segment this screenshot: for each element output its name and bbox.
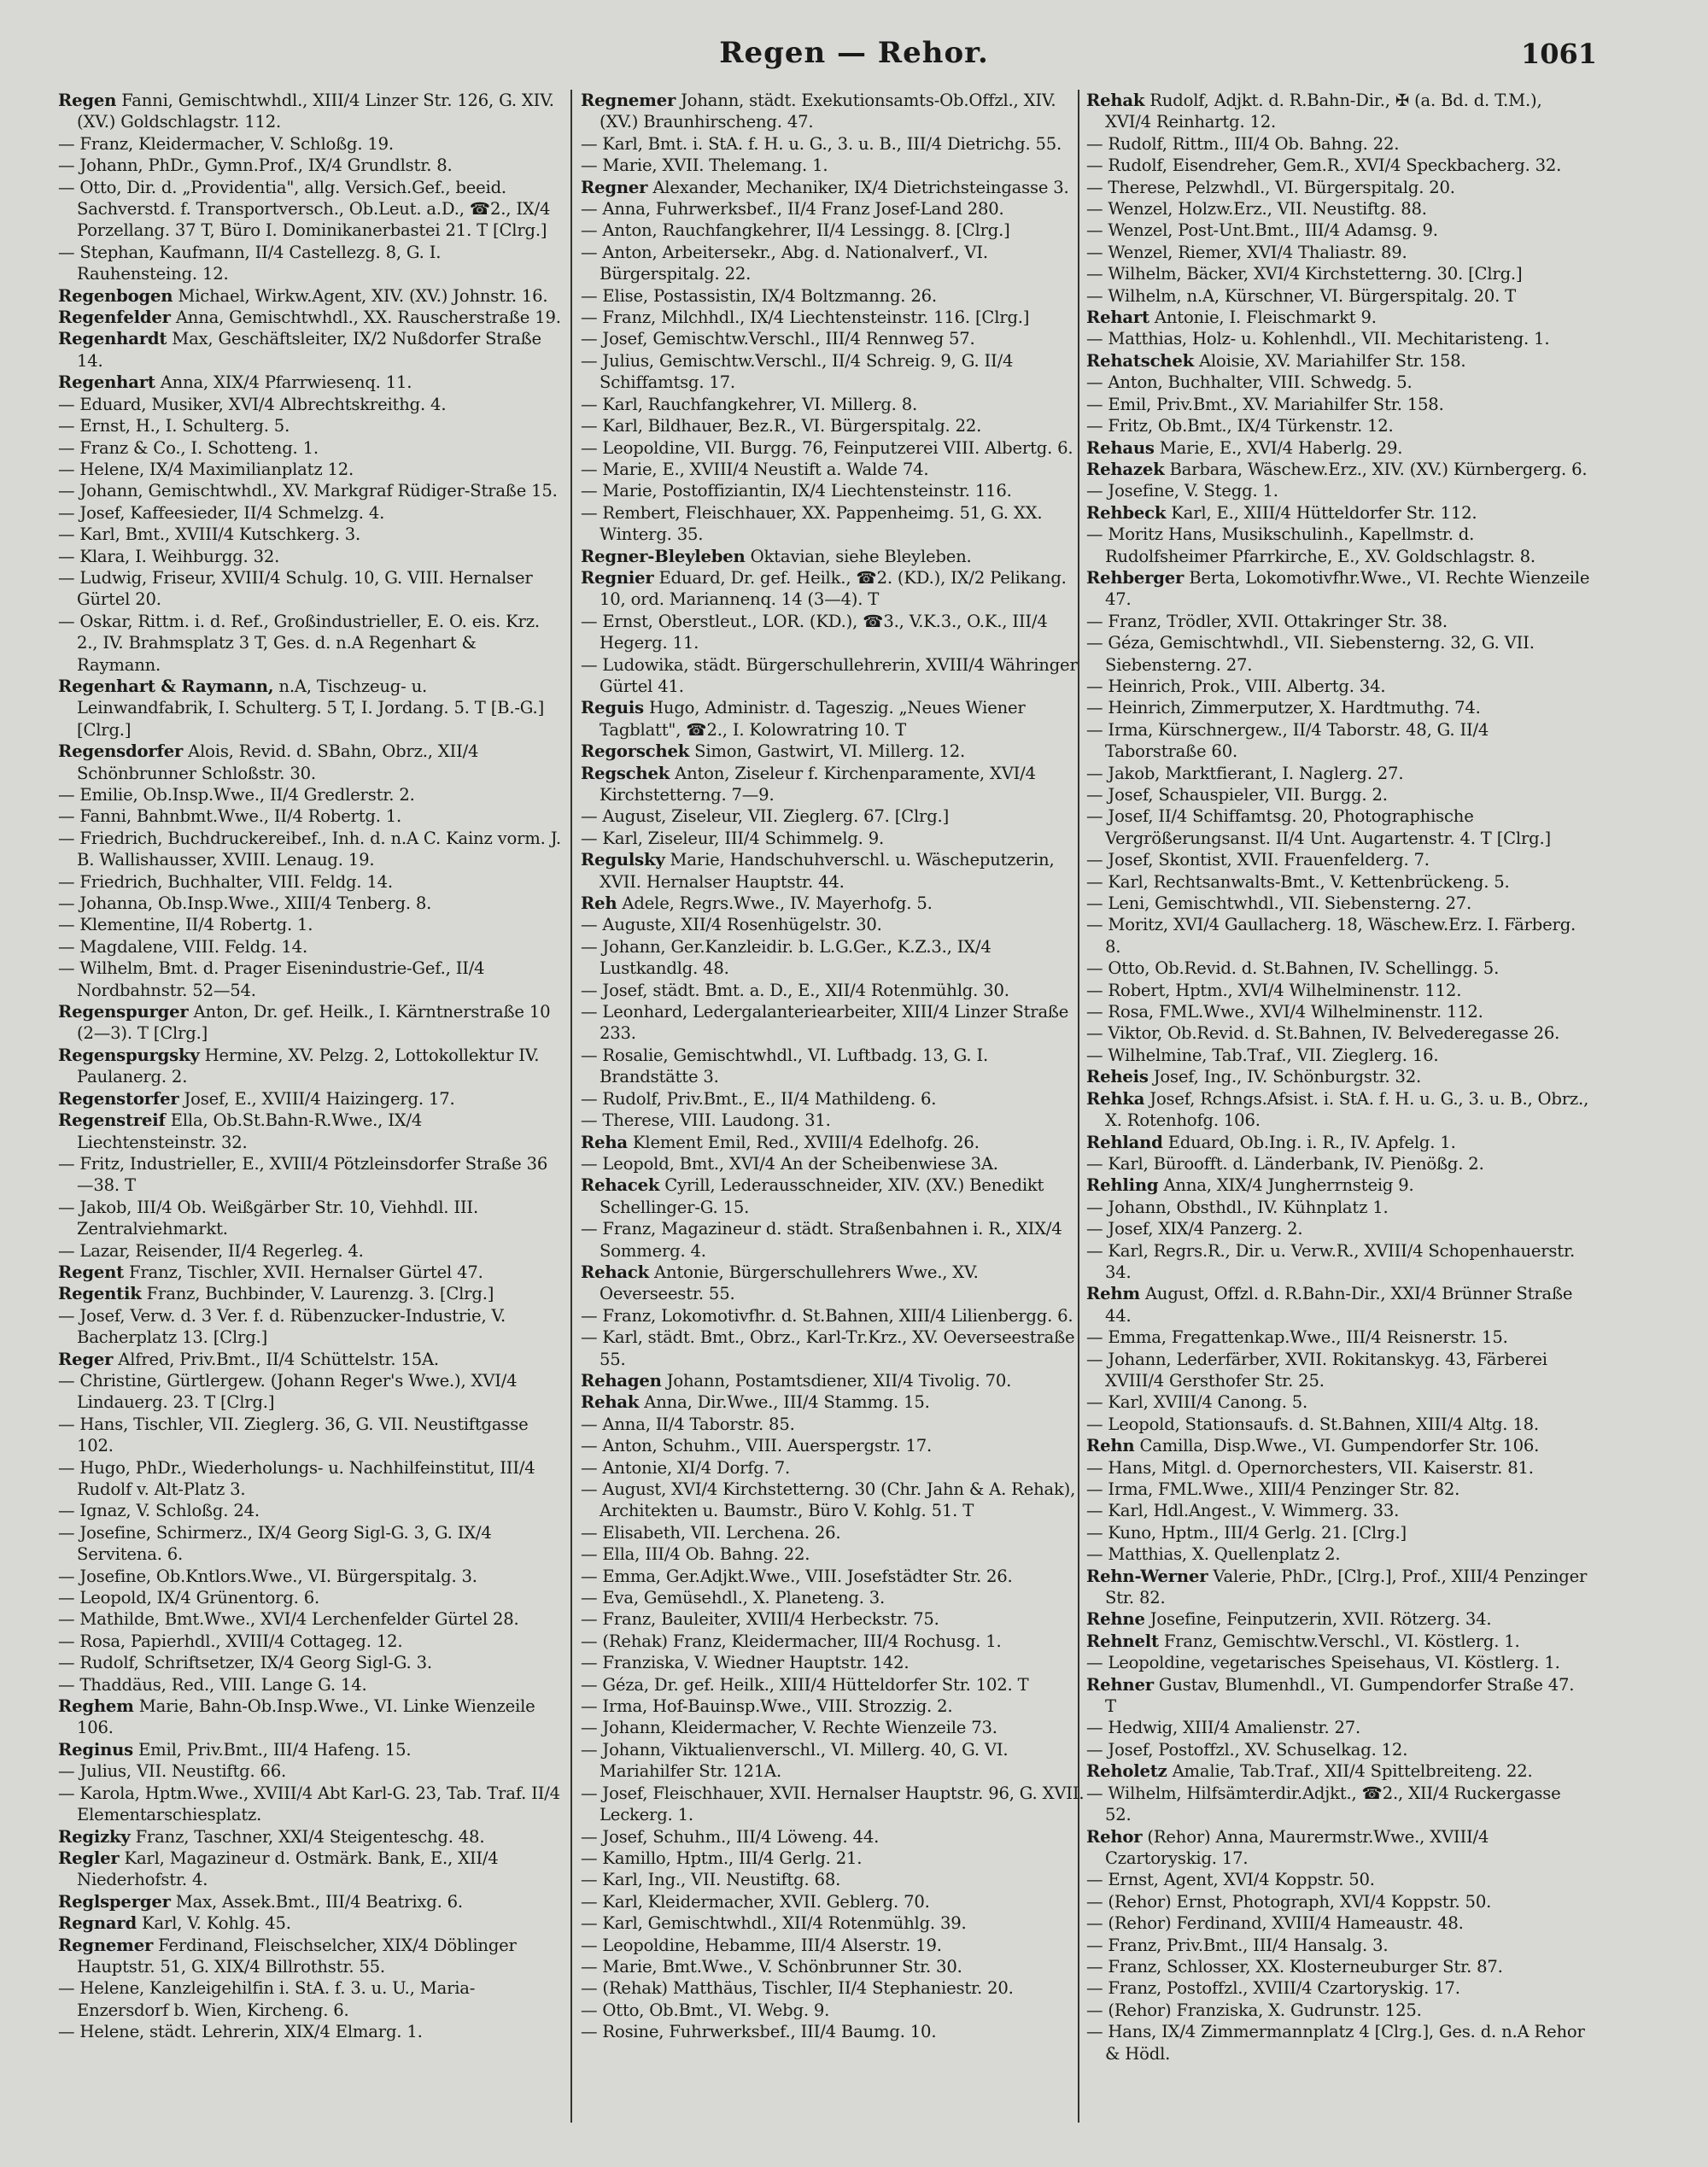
directory-entry: Rehart Antonie, I. Fleischmarkt 9. bbox=[1086, 307, 1377, 328]
directory-entry: — Karl, Rechtsanwalts-Bmt., V. Kettenbrückeng. 5. bbox=[1086, 871, 1510, 892]
directory-entry: Regner Alexander, Mechaniker, IX/4 Dietrichsteingasse 3. bbox=[581, 177, 1069, 197]
directory-entry: — Josef, Skontist, XVII. Frauenfelderg. 7. bbox=[1086, 850, 1430, 870]
directory-entry: — Otto, Ob.Revid. d. St.Bahnen, IV. Schellingg. 5. bbox=[1086, 958, 1500, 979]
directory-entry: — Karola, Hptm.Wwe., XVIII/4 Abt Karl-G. 23, Tab. Traf. II/4 Elementarschiesplatz. bbox=[58, 1783, 560, 1825]
directory-entry: — Otto, Dir. d. „Providentia", allg. Versich.Gef., beeid. Sachverstd. f. Transportversch., Ob.Leut. a.D., ☎2., IX/4 Porzellang. 37 T, Büro I. Dominikanerbastei 21. T [Clrg.] bbox=[58, 177, 551, 241]
directory-entry: — Irma, FML.Wwe., XIII/4 Penzinger Str. 82. bbox=[1086, 1479, 1460, 1499]
directory-entry: — Marie, E., XVIII/4 Neustift a. Walde 74. bbox=[581, 459, 929, 479]
directory-entry: — Heinrich, Zimmerputzer, X. Hardtmuthg. 74. bbox=[1086, 698, 1481, 718]
directory-entry: — Viktor, Ob.Revid. d. St.Bahnen, IV. Belvederegasse 26. bbox=[1086, 1023, 1560, 1044]
directory-entry: — Karl, Rauchfangkehrer, VI. Millerg. 8. bbox=[581, 394, 918, 414]
directory-entry: — (Rehak) Franz, Kleidermacher, III/4 Rochusg. 1. bbox=[581, 1631, 1002, 1651]
directory-entry: — Wenzel, Holzw.Erz., VII. Neustiftg. 88. bbox=[1086, 199, 1427, 220]
directory-entry: — Karl, Ziseleur, III/4 Schimmelg. 9. bbox=[581, 828, 885, 848]
directory-entry: — Matthias, X. Quellenplatz 2. bbox=[1086, 1544, 1341, 1565]
directory-entry: — Hugo, PhDr., Wiederholungs- u. Nachhilfeinstitut, III/4 Rudolf v. Alt-Platz 3. bbox=[58, 1457, 535, 1499]
directory-column-1 bbox=[58, 90, 562, 2043]
directory-entry: — Hans, IX/4 Zimmermannplatz 4 [Clrg.], Ges. d. n.A Rehor & Hödl. bbox=[1086, 2022, 1585, 2064]
directory-entry: Regnier Eduard, Dr. gef. Heilk., ☎2. (KD.), IX/2 Pelikang. 10, ord. Mariannenq. 14 (3—4). T bbox=[581, 567, 1067, 610]
directory-entry: — Johanna, Ob.Insp.Wwe., XIII/4 Tenberg. 8. bbox=[58, 893, 432, 914]
directory-entry: — (Rehor) Franziska, X. Gudrunstr. 125. bbox=[1086, 2000, 1422, 2020]
directory-entry: — Hedwig, XIII/4 Amalienstr. 27. bbox=[1086, 1718, 1361, 1738]
directory-entry: — Josefine, Schirmerz., IX/4 Georg Sigl-G. 3, G. IX/4 Servitena. 6. bbox=[58, 1522, 492, 1565]
directory-entry: Rehbeck Karl, E., XIII/4 Hütteldorfer Str. 112. bbox=[1086, 502, 1477, 523]
directory-entry: — Lazar, Reisender, II/4 Regerleg. 4. bbox=[58, 1240, 364, 1261]
directory-entry: — Elisabeth, VII. Lerchena. 26. bbox=[581, 1522, 841, 1543]
directory-entry: — Otto, Ob.Bmt., VI. Webg. 9. bbox=[581, 2000, 830, 2020]
directory-entry: — Karl, Bildhauer, Bez.R., VI. Bürgerspitalg. 22. bbox=[581, 416, 982, 436]
directory-entry: — Leopold, Stationsaufs. d. St.Bahnen, XIII/4 Altg. 18. bbox=[1086, 1414, 1539, 1434]
directory-entry: — Leni, Gemischtwhdl., VII. Siebensterng. 27. bbox=[1086, 893, 1472, 914]
directory-entry: — Wenzel, Riemer, XVI/4 Thaliastr. 89. bbox=[1086, 242, 1407, 262]
directory-entry: Regorschek Simon, Gastwirt, VI. Millerg. 12. bbox=[581, 741, 965, 762]
directory-entry: Reger Alfred, Priv.Bmt., II/4 Schüttelstr. 15A. bbox=[58, 1349, 439, 1369]
directory-entry: — Klara, I. Weihburgg. 32. bbox=[58, 546, 280, 566]
directory-entry: — Johann, Gemischtwhdl., XV. Markgraf Rüdiger-Straße 15. bbox=[58, 481, 558, 501]
directory-entry: — Johann, Obsthdl., IV. Kühnplatz 1. bbox=[1086, 1197, 1389, 1217]
directory-entry: — Wilhelm, Bäcker, XVI/4 Kirchstetterng. 30. [Clrg.] bbox=[1086, 264, 1523, 284]
directory-entry: Rehling Anna, XIX/4 Jungherrnsteig 9. bbox=[1086, 1175, 1414, 1196]
directory-entry: — Franz, Magazineur d. städt. Straßenbahnen i. R., XIX/4 Sommerg. 4. bbox=[581, 1219, 1062, 1261]
directory-entry: Rehnelt Franz, Gemischtw.Verschl., VI. Köstlerg. 1. bbox=[1086, 1631, 1520, 1651]
directory-entry: Rehn Camilla, Disp.Wwe., VI. Gumpendorfer Str. 106. bbox=[1086, 1436, 1540, 1456]
directory-entry: — Leopoldine, Hebamme, III/4 Alserstr. 19. bbox=[581, 1935, 942, 1955]
directory-entry: — Karl, Gemischtwhdl., XII/4 Rotenmühlg. 39. bbox=[581, 1913, 967, 1934]
directory-entry: Regenspurgsky Hermine, XV. Pelzg. 2, Lottokollektur IV. Paulanerg. 2. bbox=[58, 1045, 540, 1087]
directory-entry: Rehm August, Offzl. d. R.Bahn-Dir., XXI/4 Brünner Straße 44. bbox=[1086, 1284, 1573, 1326]
directory-entry: — Géza, Dr. gef. Heilk., XIII/4 Hütteldorfer Str. 102. T bbox=[581, 1674, 1029, 1695]
directory-entry: Reh Adele, Regrs.Wwe., IV. Mayerhofg. 5. bbox=[581, 893, 933, 914]
directory-entry: — Josef, Fleischhauer, XVII. Hernalser Hauptstr. 96, G. XVII. Leckerg. 1. bbox=[581, 1783, 1085, 1825]
directory-entry: — Anton, Rauchfangkehrer, II/4 Lessingg. 8. [Clrg.] bbox=[581, 220, 1010, 241]
directory-entry: Reha Klement Emil, Red., XVIII/4 Edelhofg. 26. bbox=[581, 1132, 980, 1152]
directory-entry: — Josefine, Ob.Kntlors.Wwe., VI. Bürgerspitalg. 3. bbox=[58, 1566, 477, 1586]
directory-entry: — Franz, Postoffzl., XVIII/4 Czartoryskig. 17. bbox=[1086, 1978, 1460, 1999]
directory-entry: — Franz, Schlosser, XX. Klosterneuburger Str. 87. bbox=[1086, 1956, 1503, 1977]
directory-entry: — Hans, Tischler, VII. Zieglerg. 36, G. VII. Neustiftgasse 102. bbox=[58, 1414, 529, 1456]
directory-entry: — Matthias, Holz- u. Kohlenhdl., VII. Mechitaristeng. 1. bbox=[1086, 329, 1550, 349]
directory-entry: Regnemer Ferdinand, Fleischselcher, XIX/4 Döblinger Hauptstr. 51, G. XIX/4 Billrothstr. 55. bbox=[58, 1935, 517, 1977]
directory-entry: — Wenzel, Post-Unt.Bmt., III/4 Adamsg. 9. bbox=[1086, 220, 1438, 241]
directory-entry: — Johann, Ger.Kanzleidir. b. L.G.Ger., K.Z.3., IX/4 Lustkandlg. 48. bbox=[581, 936, 991, 979]
directory-entry: — Anton, Buchhalter, VIII. Schwedg. 5. bbox=[1086, 372, 1413, 393]
directory-entry: — Moritz Hans, Musikschulinh., Kapellmstr. d. Rudolfsheimer Pfarrkirche, E., XV. Goldschlagstr. 8. bbox=[1086, 524, 1535, 566]
directory-entry: — Rosa, Papierhdl., XVIII/4 Cottageg. 12. bbox=[58, 1631, 403, 1651]
directory-entry: Regenstorfer Josef, E., XVIII/4 Haizingerg. 17. bbox=[58, 1088, 455, 1109]
directory-entry: — Elise, Postassistin, IX/4 Boltzmanng. 26. bbox=[581, 285, 937, 306]
directory-entry: Regenhart Anna, XIX/4 Pfarrwiesenq. 11. bbox=[58, 372, 412, 393]
directory-entry: — Stephan, Kaufmann, II/4 Castellezg. 8, G. I. Rauhensteing. 12. bbox=[58, 242, 442, 284]
directory-entry: — Josef, städt. Bmt. a. D., E., XII/4 Rotenmühlg. 30. bbox=[581, 980, 1009, 1000]
directory-entry: — Josef, Gemischtw.Verschl., III/4 Rennweg 57. bbox=[581, 329, 975, 349]
directory-entry: — Karl, Hdl.Angest., V. Wimmerg. 33. bbox=[1086, 1501, 1400, 1521]
directory-entry: — August, XVI/4 Kirchstetterng. 30 (Chr. Jahn & A. Rehak), Architekten u. Baumstr., Büro V. Kohlg. 51. T bbox=[581, 1479, 1076, 1521]
directory-entry: Regenstreif Ella, Ob.St.Bahn-R.Wwe., IX/4 Liechtensteinstr. 32. bbox=[58, 1110, 423, 1152]
directory-entry: — Karl, Bmt. i. StA. f. H. u. G., 3. u. B., III/4 Dietrichg. 55. bbox=[581, 133, 1062, 154]
directory-entry: — Josef, Postoffzl., XV. Schuselkag. 12. bbox=[1086, 1739, 1408, 1760]
directory-entry: — Josef, Verw. d. 3 Ver. f. d. Rübenzucker-Industrie, V. Bacherplatz 13. [Clrg.] bbox=[58, 1305, 506, 1348]
directory-entry: — Therese, Pelzwhdl., VI. Bürgerspitalg. 20. bbox=[1086, 177, 1455, 197]
directory-entry: — Irma, Hof-Bauinsp.Wwe., VIII. Strozzig. 2. bbox=[581, 1696, 953, 1717]
directory-entry: — Julius, Gemischtw.Verschl., II/4 Schreig. 9, G. II/4 Schiffamtsg. 17. bbox=[581, 350, 1014, 393]
directory-entry: Regenhart & Raymann, n.A, Tischzeug- u. Leinwandfabrik, I. Schulterg. 5 T, I. Jordang. 5. T [B.-G.] [Clrg.] bbox=[58, 676, 545, 740]
directory-entry: — Franziska, V. Wiedner Hauptstr. 142. bbox=[581, 1653, 910, 1673]
directory-entry: — Josef, Kaffeesieder, II/4 Schmelzg. 4. bbox=[58, 502, 385, 523]
column-divider bbox=[570, 90, 572, 2123]
directory-entry: — Rudolf, Priv.Bmt., E., II/4 Mathildeng. 6. bbox=[581, 1088, 937, 1109]
directory-entry: Rehor (Rehor) Anna, Maurermstr.Wwe., XVIII/4 Czartoryskig. 17. bbox=[1086, 1826, 1489, 1868]
directory-entry: — Karl, XVIII/4 Canong. 5. bbox=[1086, 1392, 1308, 1413]
directory-entry: — Johann, Viktualienverschl., VI. Millerg. 40, G. VI. Mariahilfer Str. 121A. bbox=[581, 1739, 1009, 1782]
directory-entry: Reholetz Amalie, Tab.Traf., XII/4 Spittelbreiteng. 22. bbox=[1086, 1761, 1533, 1782]
directory-entry: — Ludowika, städt. Bürgerschullehrerin, XVIII/4 Währinger Gürtel 41. bbox=[581, 654, 1078, 696]
page-title: Regen — Rehor. bbox=[719, 36, 989, 70]
directory-entry: — Leopoldine, VII. Burgg. 76, Feinputzerei VIII. Albertg. 6. bbox=[581, 437, 1073, 458]
directory-entry: — Anna, II/4 Taborstr. 85. bbox=[581, 1414, 795, 1434]
directory-entry: — Karl, Büroofft. d. Länderbank, IV. Pienößg. 2. bbox=[1086, 1153, 1484, 1174]
directory-entry: Reheis Josef, Ing., IV. Schönburgstr. 32. bbox=[1086, 1067, 1422, 1087]
directory-entry: — Emilie, Ob.Insp.Wwe., II/4 Gredlerstr. 2. bbox=[58, 785, 415, 805]
directory-entry: — Josefine, V. Stegg. 1. bbox=[1086, 481, 1278, 501]
directory-entry: — Karl, Regrs.R., Dir. u. Verw.R., XVIII/4 Schopenhauerstr. 34. bbox=[1086, 1240, 1575, 1282]
directory-entry: — Franz, Trödler, XVII. Ottakringer Str. 38. bbox=[1086, 611, 1448, 631]
directory-entry: Reginus Emil, Priv.Bmt., III/4 Hafeng. 15. bbox=[58, 1739, 412, 1760]
directory-entry: Reghem Marie, Bahn-Ob.Insp.Wwe., VI. Linke Wienzeile 106. bbox=[58, 1696, 535, 1738]
directory-entry: Rehaus Marie, E., XVI/4 Haberlg. 29. bbox=[1086, 437, 1403, 458]
directory-entry: — Heinrich, Prok., VIII. Albertg. 34. bbox=[1086, 676, 1386, 696]
directory-entry: — (Rehak) Matthäus, Tischler, II/4 Stephaniestr. 20. bbox=[581, 1978, 1014, 1999]
directory-entry: Regen Fanni, Gemischtwhdl., XIII/4 Linzer Str. 126, G. XIV. (XV.) Goldschlagstr. 112. bbox=[58, 91, 554, 132]
directory-entry: — Jakob, III/4 Ob. Weißgärber Str. 10, Viehhdl. III. Zentralviehmarkt. bbox=[58, 1197, 478, 1239]
directory-entry: — Hans, Mitgl. d. Opernorchesters, VII. Kaiserstr. 81. bbox=[1086, 1457, 1534, 1478]
directory-entry: — Antonie, XI/4 Dorfg. 7. bbox=[581, 1457, 791, 1478]
directory-entry: — Leopold, IX/4 Grünentorg. 6. bbox=[58, 1588, 320, 1608]
directory-entry: Regler Karl, Magazineur d. Ostmärk. Bank, E., XII/4 Niederhofstr. 4. bbox=[58, 1848, 499, 1890]
directory-entry: — Franz, Bauleiter, XVIII/4 Herbeckstr. 75. bbox=[581, 1609, 939, 1630]
directory-entry: — Fritz, Ob.Bmt., IX/4 Türkenstr. 12. bbox=[1086, 416, 1394, 436]
directory-entry: — Kuno, Hptm., III/4 Gerlg. 21. [Clrg.] bbox=[1086, 1522, 1407, 1543]
directory-entry: — Moritz, XVI/4 Gaullacherg. 18, Wäschew.Erz. I. Färberg. 8. bbox=[1086, 915, 1576, 957]
directory-entry: — Mathilde, Bmt.Wwe., XVI/4 Lerchenfelder Gürtel 28. bbox=[58, 1609, 519, 1630]
directory-entry: — Marie, Bmt.Wwe., V. Schönbrunner Str. 30. bbox=[581, 1956, 962, 1977]
directory-entry: — Helene, städt. Lehrerin, XIX/4 Elmarg. 1. bbox=[58, 2022, 423, 2042]
directory-entry: — Klementine, II/4 Robertg. 1. bbox=[58, 915, 313, 935]
directory-entry: Reglsperger Max, Assek.Bmt., III/4 Beatrixg. 6. bbox=[58, 1891, 463, 1912]
directory-entry: — Wilhelm, Hilfsämterdir.Adjkt., ☎2., XII/4 Ruckergasse 52. bbox=[1086, 1783, 1561, 1825]
directory-entry: — Thaddäus, Red., VIII. Lange G. 14. bbox=[58, 1674, 367, 1695]
directory-entry: — Josef, Schauspieler, VII. Burgg. 2. bbox=[1086, 785, 1388, 805]
directory-entry: — Emma, Fregattenkap.Wwe., III/4 Reisnerstr. 15. bbox=[1086, 1327, 1508, 1348]
directory-entry: — Leonhard, Ledergalanteriearbeiter, XIII/4 Linzer Straße 233. bbox=[581, 1002, 1069, 1044]
directory-entry: — Leopoldine, vegetarisches Speisehaus, VI. Köstlerg. 1. bbox=[1086, 1653, 1560, 1673]
directory-entry: — Franz, Priv.Bmt., III/4 Hansalg. 3. bbox=[1086, 1935, 1389, 1955]
directory-entry: Rehner Gustav, Blumenhdl., VI. Gumpendorfer Straße 47. T bbox=[1086, 1674, 1575, 1717]
directory-entry: Rehazek Barbara, Wäschew.Erz., XIV. (XV.) Kürnbergerg. 6. bbox=[1086, 459, 1588, 479]
directory-entry: — Auguste, XII/4 Rosenhügelstr. 30. bbox=[581, 915, 882, 935]
directory-entry: — Ella, III/4 Ob. Bahng. 22. bbox=[581, 1544, 810, 1565]
directory-entry: Rehatschek Aloisie, XV. Mariahilfer Str. 158. bbox=[1086, 350, 1466, 371]
directory-entry: — Irma, Kürschnergew., II/4 Taborstr. 48, G. II/4 Taborstraße 60. bbox=[1086, 719, 1489, 762]
directory-entry: Rehak Anna, Dir.Wwe., III/4 Stammg. 15. bbox=[581, 1392, 930, 1413]
directory-entry: — Ernst, Oberstleut., LOR. (KD.), ☎3., V.K.3., O.K., III/4 Hegerg. 11. bbox=[581, 611, 1048, 653]
directory-entry: Rehne Josefine, Feinputzerin, XVII. Rötzerg. 34. bbox=[1086, 1609, 1492, 1630]
directory-entry: Regenbogen Michael, Wirkw.Agent, XIV. (XV.) Johnstr. 16. bbox=[58, 285, 548, 306]
directory-column-2 bbox=[581, 90, 1085, 2043]
directory-entry: — Josef, II/4 Schiffamtsg. 20, Photographische Vergrößerungsanst. II/4 Unt. Augartenstr. 4. T [Clrg.] bbox=[1086, 806, 1551, 848]
directory-entry: — Friedrich, Buchhalter, VIII. Feldg. 14. bbox=[58, 871, 393, 892]
directory-entry: Rehacek Cyrill, Lederausschneider, XIV. (XV.) Benedikt Schellinger-G. 15. bbox=[581, 1175, 1044, 1217]
directory-entry: — Friedrich, Buchdruckereibef., Inh. d. n.A C. Kainz vorm. J. B. Wallishausser, XVIII. Lenaug. 19. bbox=[58, 828, 561, 870]
directory-entry: — Ernst, Agent, XVI/4 Koppstr. 50. bbox=[1086, 1870, 1375, 1890]
directory-entry: — Josef, Schuhm., III/4 Löweng. 44. bbox=[581, 1826, 880, 1847]
directory-entry: Rehack Antonie, Bürgerschullehrers Wwe., XV. Oeverseestr. 55. bbox=[581, 1262, 979, 1304]
directory-entry: — Christine, Gürtlergew. (Johann Reger's Wwe.), XVI/4 Lindauerg. 23. T [Clrg.] bbox=[58, 1370, 518, 1413]
directory-entry: — Helene, Kanzleigehilfin i. StA. f. 3. u. U., Maria-Enzersdorf b. Wien, Kircheng. 6. bbox=[58, 1978, 476, 2020]
directory-entry: — Therese, VIII. Laudong. 31. bbox=[581, 1110, 831, 1131]
directory-entry: — Wilhelm, n.A, Kürschner, VI. Bürgerspitalg. 20. T bbox=[1086, 285, 1517, 306]
directory-entry: — Rudolf, Rittm., III/4 Ob. Bahng. 22. bbox=[1086, 133, 1400, 154]
directory-entry: — Marie, XVII. Thelemang. 1. bbox=[581, 155, 828, 176]
directory-entry: — Franz & Co., I. Schotteng. 1. bbox=[58, 437, 319, 458]
directory-entry: Rehka Josef, Rchngs.Afsist. i. StA. f. H. u. G., 3. u. B., Obrz., X. Rotenhofg. 106. bbox=[1086, 1088, 1589, 1131]
directory-entry: Regschek Anton, Ziseleur f. Kirchenparamente, XVI/4 Kirchstetterng. 7—9. bbox=[581, 763, 1036, 805]
directory-entry: — Julius, VII. Neustiftg. 66. bbox=[58, 1761, 287, 1782]
directory-entry: — Magdalene, VIII. Feldg. 14. bbox=[58, 936, 307, 957]
directory-entry: — Rosine, Fuhrwerksbef., III/4 Baumg. 10. bbox=[581, 2022, 937, 2042]
directory-entry: — Johann, PhDr., Gymn.Prof., IX/4 Grundlstr. 8. bbox=[58, 155, 453, 176]
directory-entry: — Helene, IX/4 Maximilianplatz 12. bbox=[58, 459, 354, 479]
directory-entry: — Fanni, Bahnbmt.Wwe., II/4 Robertg. 1. bbox=[58, 806, 402, 827]
directory-entry: — Karl, Kleidermacher, XVII. Geblerg. 70. bbox=[581, 1891, 930, 1912]
directory-entry: — Oskar, Rittm. i. d. Ref., Großindustrieller, E. O. eis. Krz. 2., IV. Brahmsplatz 3 T, Ges. d. n.A Regenhart & Raymann. bbox=[58, 611, 540, 675]
directory-entry: — Rosalie, Gemischtwhdl., VI. Luftbadg. 13, G. I. Brandstätte 3. bbox=[581, 1045, 989, 1087]
directory-entry: — Franz, Lokomotivfhr. d. St.Bahnen, XIII/4 Lilienbergg. 6. bbox=[581, 1305, 1073, 1326]
directory-entry: — Wilhelm, Bmt. d. Prager Eisenindustrie-Gef., II/4 Nordbahnstr. 52—54. bbox=[58, 958, 485, 1000]
directory-entry: — (Rehor) Ernst, Photograph, XVI/4 Koppstr. 50. bbox=[1086, 1891, 1492, 1912]
directory-column-3 bbox=[1086, 90, 1590, 2065]
directory-entry: — Leopold, Bmt., XVI/4 An der Scheibenwiese 3A. bbox=[581, 1153, 998, 1174]
directory-entry: Regnemer Johann, städt. Exekutionsamts-Ob.Offzl., XIV. (XV.) Braunhirscheng. 47. bbox=[581, 91, 1056, 132]
directory-entry: — Anton, Arbeitersekr., Abg. d. Nationalverf., VI. Bürgerspitalg. 22. bbox=[581, 242, 988, 284]
directory-entry: — Fritz, Industrieller, E., XVIII/4 Pötzleinsdorfer Straße 36—38. T bbox=[58, 1153, 548, 1196]
directory-entry: — Ernst, H., I. Schulterg. 5. bbox=[58, 416, 290, 436]
directory-entry: Rehagen Johann, Postamtsdiener, XII/4 Tivolig. 70. bbox=[581, 1370, 1012, 1391]
directory-entry: — Johann, Lederfärber, XVII. Rokitanskyg. 43, Färberei XVIII/4 Gersthofer Str. 25. bbox=[1086, 1349, 1547, 1391]
directory-entry: — Karl, Bmt., XVIII/4 Kutschkerg. 3. bbox=[58, 524, 361, 545]
directory-entry: — Jakob, Marktfierant, I. Naglerg. 27. bbox=[1086, 763, 1404, 783]
directory-entry: — Ludwig, Friseur, XVIII/4 Schulg. 10, G. VIII. Hernalser Gürtel 20. bbox=[58, 567, 533, 610]
directory-entry: — Eva, Gemüsehdl., X. Planeteng. 3. bbox=[581, 1588, 886, 1608]
directory-entry: — Franz, Milchhdl., IX/4 Liechtensteinstr. 116. [Clrg.] bbox=[581, 307, 1030, 328]
directory-entry: — Karl, städt. Bmt., Obrz., Karl-Tr.Krz., XV. Oeverseestraße 55. bbox=[581, 1327, 1075, 1369]
directory-entry: Regizky Franz, Taschner, XXI/4 Steigenteschg. 48. bbox=[58, 1826, 485, 1847]
directory-entry: — Ignaz, V. Schloßg. 24. bbox=[58, 1501, 260, 1521]
directory-entry: Regenfelder Anna, Gemischtwhdl., XX. Rauscherstraße 19. bbox=[58, 307, 561, 328]
page-number: 1061 bbox=[1520, 38, 1597, 70]
directory-entry: Reguis Hugo, Administr. d. Tageszig. „Neues Wiener Tagblatt", ☎2., I. Kolowratring 10. T bbox=[581, 698, 1026, 740]
directory-entry: Rehberger Berta, Lokomotivfhr.Wwe., VI. Rechte Wienzeile 47. bbox=[1086, 567, 1590, 610]
directory-entry: — Rosa, FML.Wwe., XVI/4 Wilhelminenstr. 112. bbox=[1086, 1002, 1483, 1022]
directory-entry: — Anna, Fuhrwerksbef., II/4 Franz Josef-Land 280. bbox=[581, 199, 1004, 220]
directory-entry: Regner-Bleyleben Oktavian, siehe Bleyleben. bbox=[581, 546, 972, 566]
directory-entry: — Franz, Kleidermacher, V. Schloßg. 19. bbox=[58, 133, 394, 154]
directory-entry: — Johann, Kleidermacher, V. Rechte Wienzeile 73. bbox=[581, 1718, 997, 1738]
directory-entry: — Robert, Hptm., XVI/4 Wilhelminenstr. 112. bbox=[1086, 980, 1462, 1000]
directory-entry: Regentik Franz, Buchbinder, V. Laurenzg. 3. [Clrg.] bbox=[58, 1284, 494, 1304]
directory-entry: Rehak Rudolf, Adjkt. d. R.Bahn-Dir., ✠ (a. Bd. d. T.M.), XVI/4 Reinhartg. 12. bbox=[1086, 91, 1542, 132]
directory-entry: — (Rehor) Ferdinand, XVIII/4 Hameaustr. 48. bbox=[1086, 1913, 1464, 1934]
directory-entry: — Rembert, Fleischhauer, XX. Pappenheimg. 51, G. XX. Winterg. 35. bbox=[581, 502, 1043, 545]
directory-entry: — Karl, Ing., VII. Neustiftg. 68. bbox=[581, 1870, 841, 1890]
directory-entry: Regulsky Marie, Handschuhverschl. u. Wäscheputzerin, XVII. Hernalser Hauptstr. 44. bbox=[581, 850, 1055, 892]
directory-entry: Regenhardt Max, Geschäftsleiter, IX/2 Nußdorfer Straße 14. bbox=[58, 329, 541, 371]
directory-entry: Regnard Karl, V. Kohlg. 45. bbox=[58, 1913, 291, 1934]
directory-entry: — Wilhelmine, Tab.Traf., VII. Zieglerg. 16. bbox=[1086, 1045, 1439, 1065]
directory-entry: — Emil, Priv.Bmt., XV. Mariahilfer Str. 158. bbox=[1086, 394, 1444, 414]
directory-entry: Regenspurger Anton, Dr. gef. Heilk., I. Kärntnerstraße 10 (2—3). T [Clrg.] bbox=[58, 1002, 551, 1044]
directory-entry: — Marie, Postoffiziantin, IX/4 Liechtensteinstr. 116. bbox=[581, 481, 1012, 501]
directory-entry: — August, Ziseleur, VII. Zieglerg. 67. [Clrg.] bbox=[581, 806, 950, 827]
directory-entry: Rehland Eduard, Ob.Ing. i. R., IV. Apfelg. 1. bbox=[1086, 1132, 1456, 1152]
directory-entry: — Anton, Schuhm., VIII. Auerspergstr. 17. bbox=[581, 1436, 933, 1456]
directory-entry: Rehn-Werner Valerie, PhDr., [Clrg.], Prof., XIII/4 Penzinger Str. 82. bbox=[1086, 1566, 1588, 1608]
directory-entry: Regent Franz, Tischler, XVII. Hernalser Gürtel 47. bbox=[58, 1262, 483, 1282]
directory-entry: — Rudolf, Schriftsetzer, IX/4 Georg Sigl-G. 3. bbox=[58, 1653, 432, 1673]
directory-entry: — Géza, Gemischtwhdl., VII. Siebensterng. 32, G. VII. Siebensterng. 27. bbox=[1086, 633, 1535, 675]
directory-entry: — Eduard, Musiker, XVI/4 Albrechtskreithg. 4. bbox=[58, 394, 447, 414]
directory-entry: — Kamillo, Hptm., III/4 Gerlg. 21. bbox=[581, 1848, 863, 1868]
directory-entry: — Rudolf, Eisendreher, Gem.R., XVI/4 Speckbacherg. 32. bbox=[1086, 155, 1562, 176]
directory-entry: — Josef, XIX/4 Panzerg. 2. bbox=[1086, 1219, 1303, 1239]
directory-entry: Regensdorfer Alois, Revid. d. SBahn, Obrz., XII/4 Schönbrunner Schloßstr. 30. bbox=[58, 741, 479, 783]
directory-entry: — Emma, Ger.Adjkt.Wwe., VIII. Josefstädter Str. 26. bbox=[581, 1566, 1013, 1586]
